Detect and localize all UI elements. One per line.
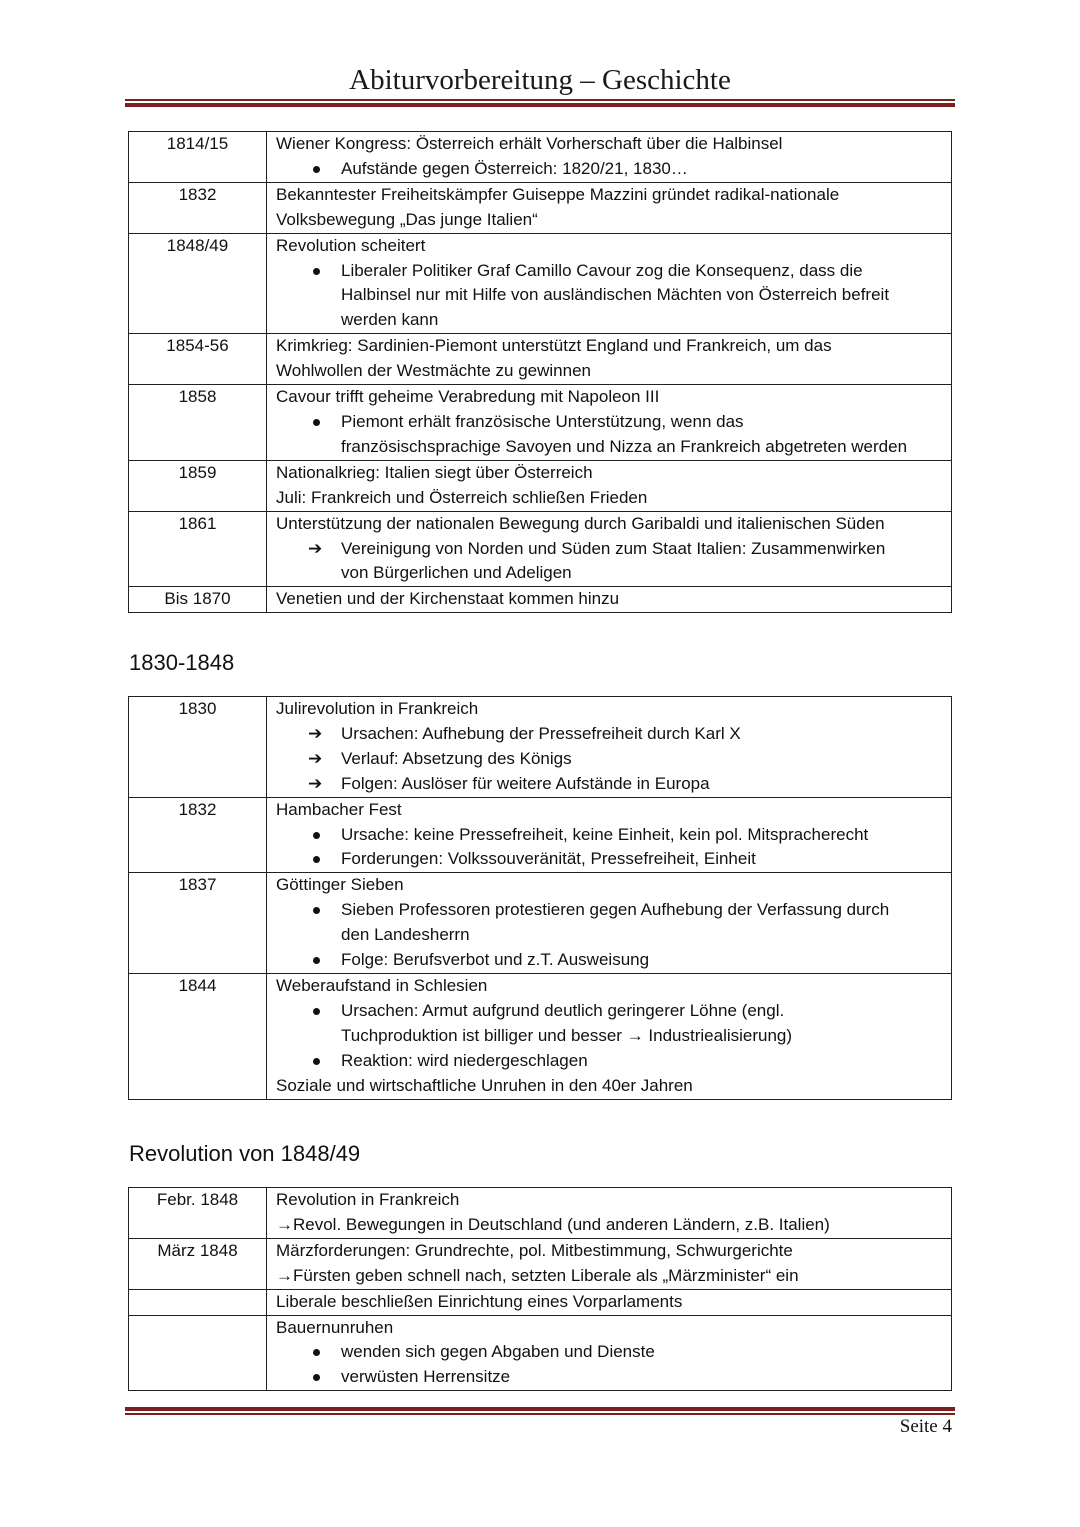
table-row (129, 511, 952, 587)
date-cell: März 1848 (129, 1238, 267, 1289)
event-text: Unterstützung der nationalen Bewegung durch Garibaldi und italienischen Süden (276, 513, 885, 533)
table-row (129, 697, 952, 798)
event-text: Venetien und der Kirchenstaat kommen hinzu (276, 589, 620, 609)
item-text: französischsprachige Savoyen und Nizza an Frankreich abgetreten werden (341, 436, 908, 456)
section-heading-revolution: Revolution von 1848/49 (129, 1141, 361, 1166)
date-cell: 1814/15 (129, 132, 267, 183)
date-cell: 1848/49 (129, 233, 267, 334)
bullet-item (276, 948, 947, 973)
item-text: Ursache: keine Pressefreiheit, keine Einheit, kein pol. Mitspracherecht (341, 824, 869, 844)
event-text: Märzforderungen: Grundrechte, pol. Mitbestimmung, Schwurgerichte (276, 1240, 793, 1260)
item-text: Ursachen: Armut aufgrund deutlich geringerer Löhne (engl. (341, 1000, 785, 1020)
event-cell (267, 1238, 952, 1289)
arrow-item (276, 747, 947, 772)
event-text: Hambacher Fest (276, 799, 402, 819)
event-text: Revolution scheitert (276, 235, 426, 255)
bullet-item (276, 823, 947, 848)
table-row (129, 182, 952, 233)
header-rule (125, 99, 955, 107)
event-cell (267, 973, 952, 1099)
bullet-item (276, 410, 947, 435)
event-text: →Fürsten geben schnell nach, setzten Liberale als „Märzminister“ ein (276, 1265, 799, 1285)
revolution-timeline-table (128, 1187, 952, 1391)
event-cell (267, 182, 952, 233)
item-text: Folgen: Auslöser für weitere Aufstände in Europa (341, 773, 710, 793)
event-cell (267, 511, 952, 587)
item-text: Reaktion: wird niedergeschlagen (341, 1050, 588, 1070)
bullet-item (276, 1049, 947, 1074)
italy-timeline-table (128, 131, 952, 613)
event-text: Krimkrieg: Sardinien-Piemont unterstützt England und Frankreich, um das (276, 336, 832, 356)
event-text: Juli: Frankreich und Österreich schließen Frieden (276, 487, 648, 507)
item-text: Forderungen: Volkssouveränität, Pressefreiheit, Einheit (341, 849, 756, 869)
date-cell: 1861 (129, 511, 267, 587)
event-text: Soziale und wirtschaftliche Unruhen in den 40er Jahren (276, 1075, 693, 1095)
item-text: Vereinigung von Norden und Süden zum Staat Italien: Zusammenwirken (341, 538, 886, 558)
item-text: den Landesherrn (341, 925, 470, 945)
event-text: Cavour trifft geheime Verabredung mit Napoleon III (276, 387, 660, 407)
date-cell: 1844 (129, 973, 267, 1099)
event-text: →Revol. Bewegungen in Deutschland (und anderen Ländern, z.B. Italien) (276, 1214, 830, 1234)
event-text: Bauernunruhen (276, 1317, 394, 1337)
item-text: von Bürgerlichen und Adeligen (341, 563, 572, 583)
date-cell: 1832 (129, 182, 267, 233)
table-row (129, 233, 952, 334)
arrow-item (276, 722, 947, 747)
event-cell (267, 334, 952, 385)
date-cell: 1858 (129, 385, 267, 461)
arrow-item (276, 537, 947, 562)
event-cell (267, 385, 952, 461)
bullet-item (276, 1340, 947, 1365)
date-cell: 1830 (129, 697, 267, 798)
event-text: Nationalkrieg: Italien siegt über Österreich (276, 462, 593, 482)
event-cell (267, 697, 952, 798)
bullet-item (276, 1365, 947, 1390)
event-text: Liberale beschließen Einrichtung eines Vorparlaments (276, 1291, 683, 1311)
table-row (129, 873, 952, 974)
1830-1848-timeline-table (128, 696, 952, 1100)
section-heading-1830-1848: 1830-1848 (129, 650, 235, 675)
continuation-line (276, 923, 947, 948)
continuation-line (276, 308, 947, 333)
event-text: Julirevolution in Frankreich (276, 699, 479, 718)
continuation-line (276, 283, 947, 308)
table-row (129, 385, 952, 461)
table-row (129, 1315, 952, 1391)
table-row (129, 1238, 952, 1289)
table-row (129, 973, 952, 1099)
event-text: Revolution in Frankreich (276, 1190, 460, 1209)
date-cell: 1832 (129, 797, 267, 873)
table-row (129, 334, 952, 385)
page-header-title: Abiturvorbereitung – Geschichte (349, 64, 731, 96)
table-row (129, 132, 952, 183)
date-cell (129, 1315, 267, 1391)
event-cell (267, 873, 952, 974)
event-cell (267, 587, 952, 613)
item-text: werden kann (341, 310, 439, 330)
event-text: Bekanntester Freiheitskämpfer Guiseppe Mazzini gründet radikal-nationale (276, 184, 840, 204)
date-cell: 1859 (129, 460, 267, 511)
date-cell: Febr. 1848 (129, 1188, 267, 1239)
date-cell (129, 1289, 267, 1315)
event-cell (267, 460, 952, 511)
bullet-item (276, 157, 947, 182)
event-cell (267, 1315, 952, 1391)
table-row (129, 460, 952, 511)
event-cell (267, 1188, 952, 1239)
item-text: Verlauf: Absetzung des Königs (341, 748, 572, 768)
continuation-line (276, 435, 947, 460)
table-row (129, 1289, 952, 1315)
page-number: Seite 4 (899, 1416, 952, 1437)
item-text: Sieben Professoren protestieren gegen Aufhebung der Verfassung durch (341, 900, 890, 920)
date-cell: Bis 1870 (129, 587, 267, 613)
item-text: Folge: Berufsverbot und z.T. Ausweisung (341, 950, 650, 970)
event-text: Göttinger Sieben (276, 875, 404, 895)
bullet-item (276, 999, 947, 1024)
bullet-item (276, 259, 947, 284)
continuation-line (276, 561, 947, 586)
event-text: Wiener Kongress: Österreich erhält Vorherschaft über die Halbinsel (276, 134, 783, 153)
date-cell: 1837 (129, 873, 267, 974)
item-text: Halbinsel nur mit Hilfe von ausländischen Mächten von Österreich befreit (341, 285, 890, 305)
item-text: Aufstände gegen Österreich: 1820/21, 1830… (341, 158, 688, 178)
item-text: Piemont erhält französische Unterstützung, wenn das (341, 411, 744, 431)
continuation-line (276, 1024, 947, 1049)
event-text: Weberaufstand in Schlesien (276, 975, 488, 995)
table-row (129, 1188, 952, 1239)
item-text: wenden sich gegen Abgaben und Dienste (341, 1342, 655, 1362)
date-cell: 1854-56 (129, 334, 267, 385)
event-cell (267, 132, 952, 183)
bullet-item (276, 847, 947, 872)
table-row (129, 587, 952, 613)
event-text: Volksbewegung „Das junge Italien“ (276, 209, 538, 229)
event-cell (267, 1289, 952, 1315)
footer-rule (125, 1407, 955, 1415)
item-text: Ursachen: Aufhebung der Pressefreiheit durch Karl X (341, 723, 741, 743)
event-cell (267, 233, 952, 334)
bullet-item (276, 898, 947, 923)
event-cell (267, 797, 952, 873)
event-text: Wohlwollen der Westmächte zu gewinnen (276, 361, 591, 381)
item-text: Tuchproduktion ist billiger und besser → Industriealisierung) (341, 1025, 793, 1045)
item-text: Liberaler Politiker Graf Camillo Cavour zog die Konsequenz, dass die (341, 260, 863, 280)
table-row (129, 797, 952, 873)
item-text: verwüsten Herrensitze (341, 1367, 511, 1387)
arrow-item (276, 772, 947, 797)
